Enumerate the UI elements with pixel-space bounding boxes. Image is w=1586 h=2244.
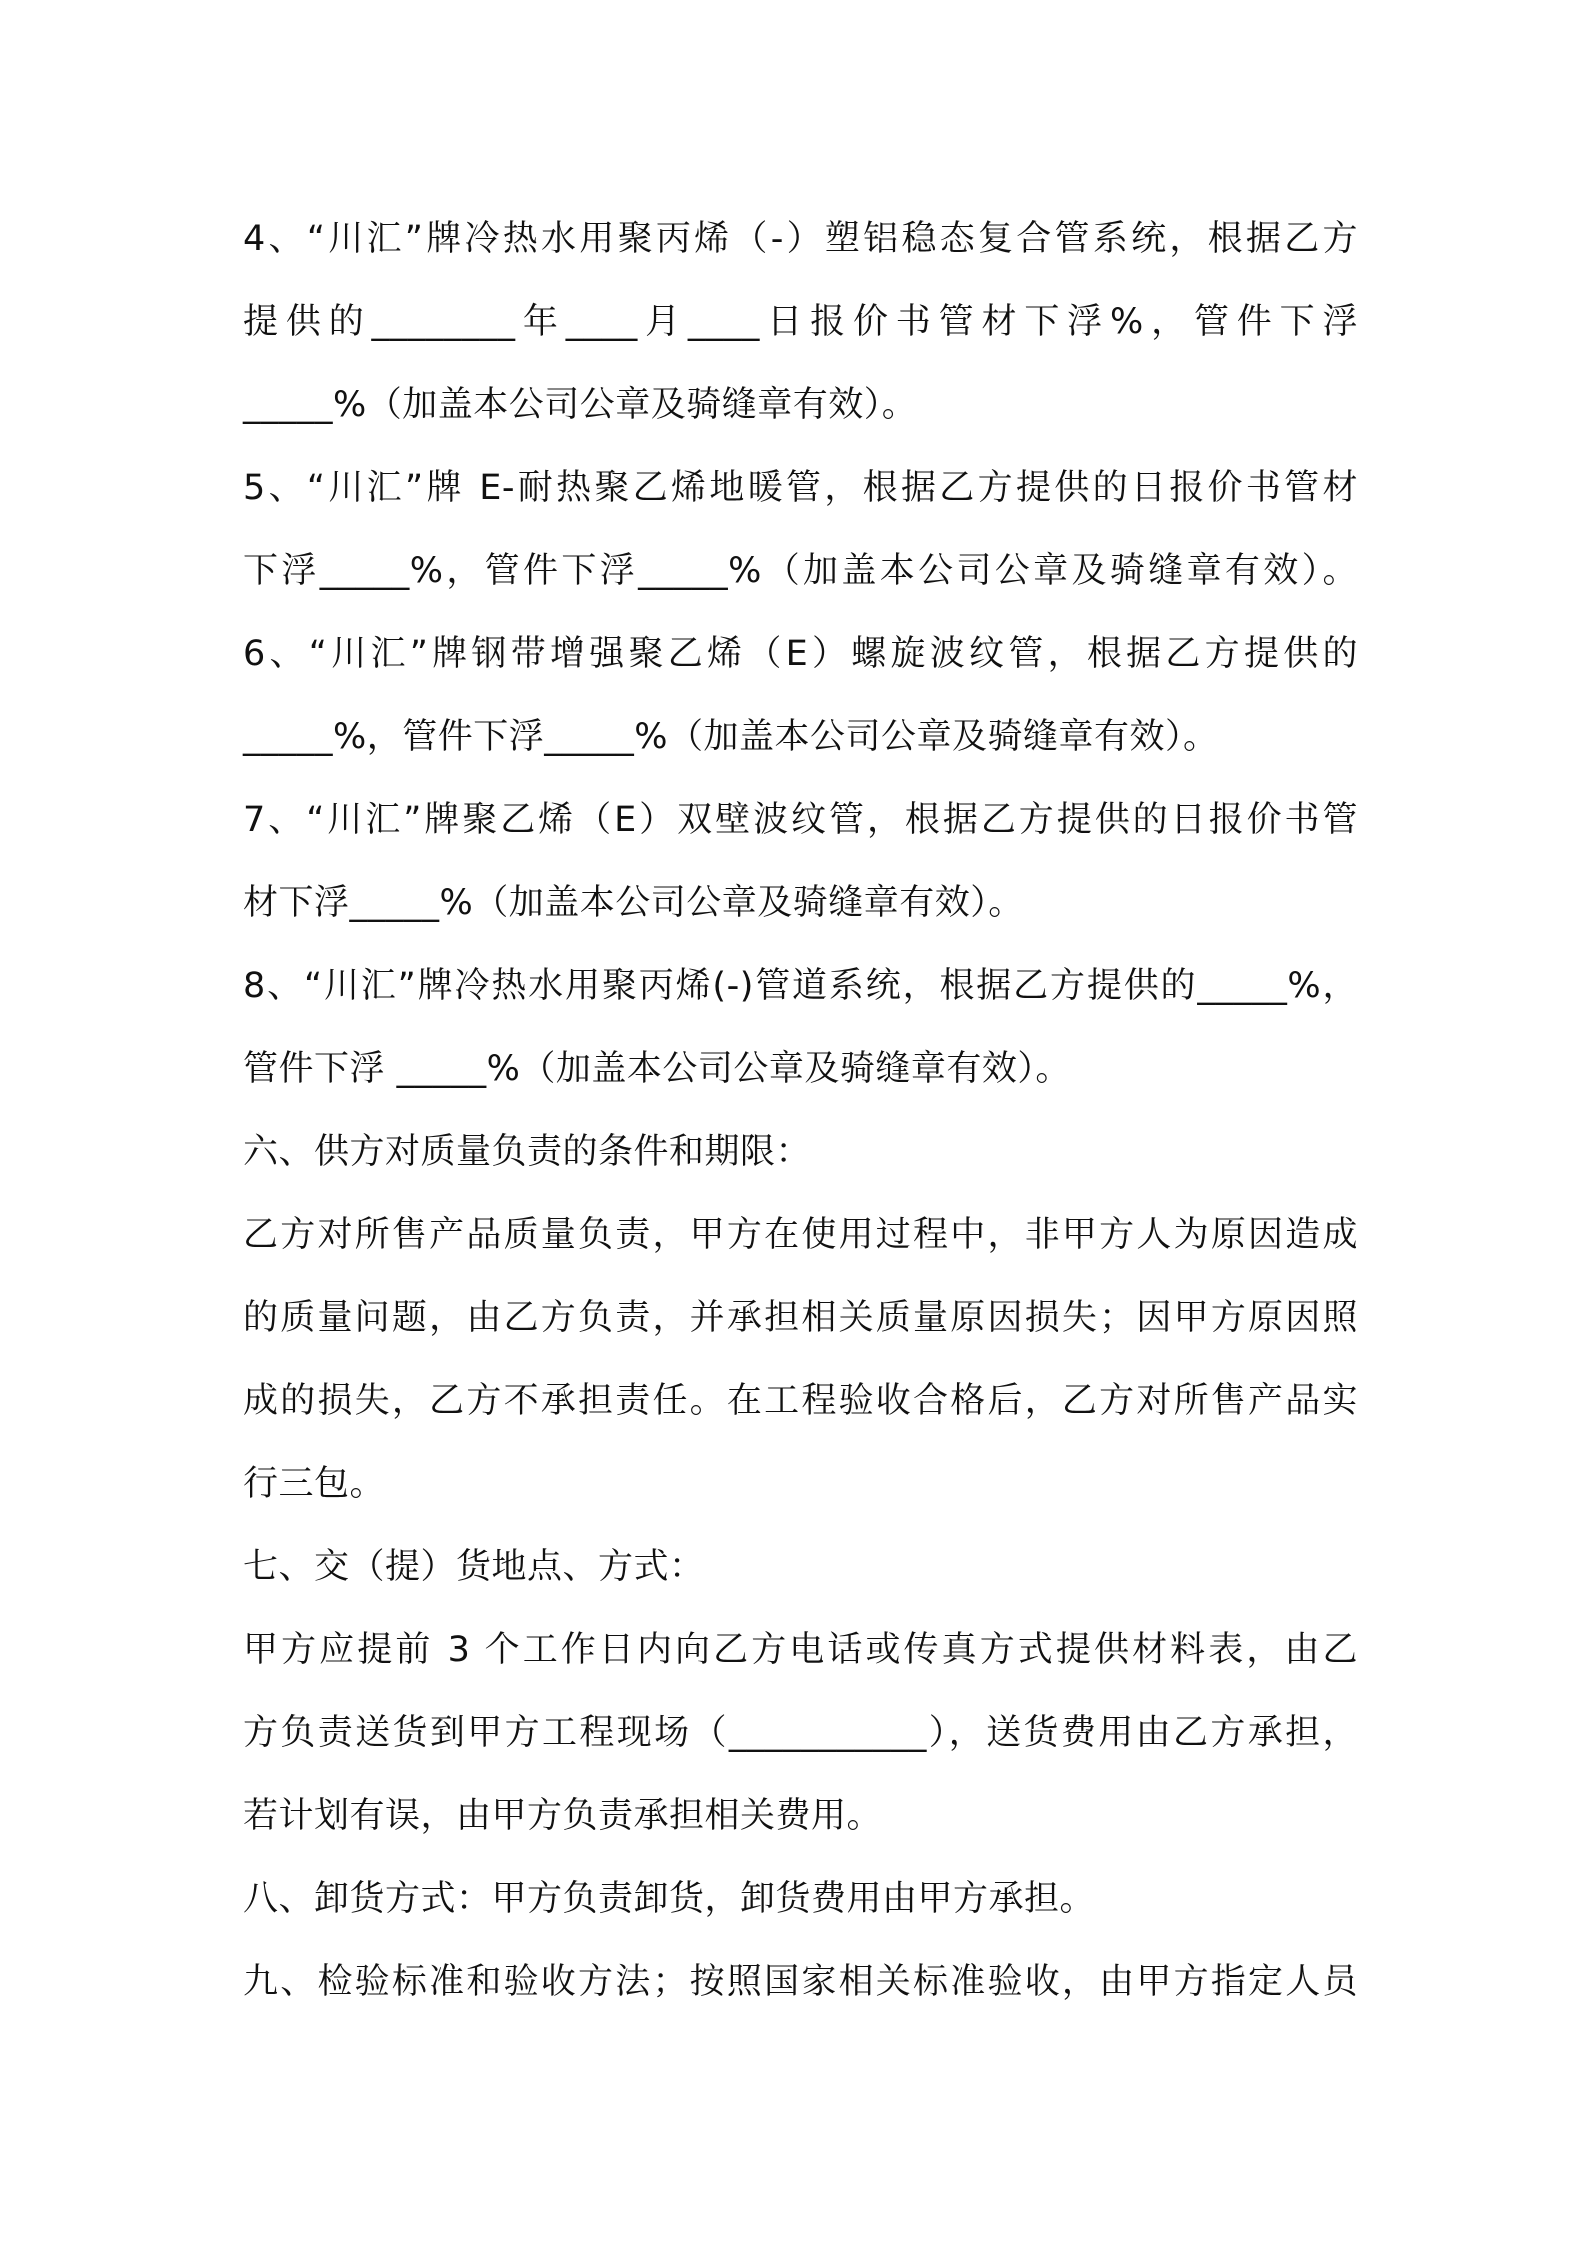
paragraph-line: 材下浮_____%（加盖本公司公章及骑缝章有效）。 [243,883,1024,923]
paragraph-line: 下浮_____%，管件下浮_____%（加盖本公司公章及骑缝章有效）。 [243,551,1358,591]
paragraph-line: 8、“川汇”牌冷热水用聚丙烯(-)管道系统，根据乙方提供的_____%， [243,966,1358,1006]
paragraph-line: 乙方对所售产品质量负责，甲方在使用过程中，非甲方人为原因造成 [243,1215,1358,1255]
section-heading: 八、卸货方式：甲方负责卸货，卸货费用由甲方承担。 [243,1879,1096,1919]
paragraph-line: 管件下浮 _____%（加盖本公司公章及骑缝章有效）。 [243,1049,1071,1089]
section-heading: 六、供方对质量负责的条件和期限： [243,1132,812,1172]
paragraph-line: 5、“川汇”牌 E-耐热聚乙烯地暖管，根据乙方提供的日报价书管材 [243,468,1358,508]
paragraph-line: 甲方应提前 3 个工作日内向乙方电话或传真方式提供材料表，由乙 [243,1630,1358,1670]
paragraph-line: 若计划有误，由甲方负责承担相关费用。 [243,1796,883,1836]
paragraph-line: 的质量问题，由乙方负责，并承担相关质量原因损失；因甲方原因照 [243,1298,1358,1338]
paragraph-line: 方负责送货到甲方工程现场（___________），送货费用由乙方承担， [243,1713,1358,1753]
paragraph-line: _____%（加盖本公司公章及骑缝章有效）。 [243,385,918,425]
paragraph-line: 7、“川汇”牌聚乙烯（E）双壁波纹管，根据乙方提供的日报价书管 [243,800,1358,840]
paragraph-line: 提供的________年____月____日报价书管材下浮%，管件下浮 [243,302,1358,342]
paragraph-line: 6、“川汇”牌钢带增强聚乙烯（E）螺旋波纹管，根据乙方提供的 [243,634,1358,674]
paragraph-line: 行三包。 [243,1464,386,1504]
paragraph-line: _____%，管件下浮_____%（加盖本公司公章及骑缝章有效）。 [243,717,1219,757]
section-heading: 九、检验标准和验收方法；按照国家相关标准验收，由甲方指定人员 [243,1962,1358,2002]
paragraph-line: 4、“川汇”牌冷热水用聚丙烯（-）塑铝稳态复合管系统，根据乙方 [243,219,1358,259]
section-heading: 七、交（提）货地点、方式： [243,1547,705,1587]
paragraph-line: 成的损失，乙方不承担责任。在工程验收合格后，乙方对所售产品实 [243,1381,1358,1421]
document-body [243,198,1358,2024]
